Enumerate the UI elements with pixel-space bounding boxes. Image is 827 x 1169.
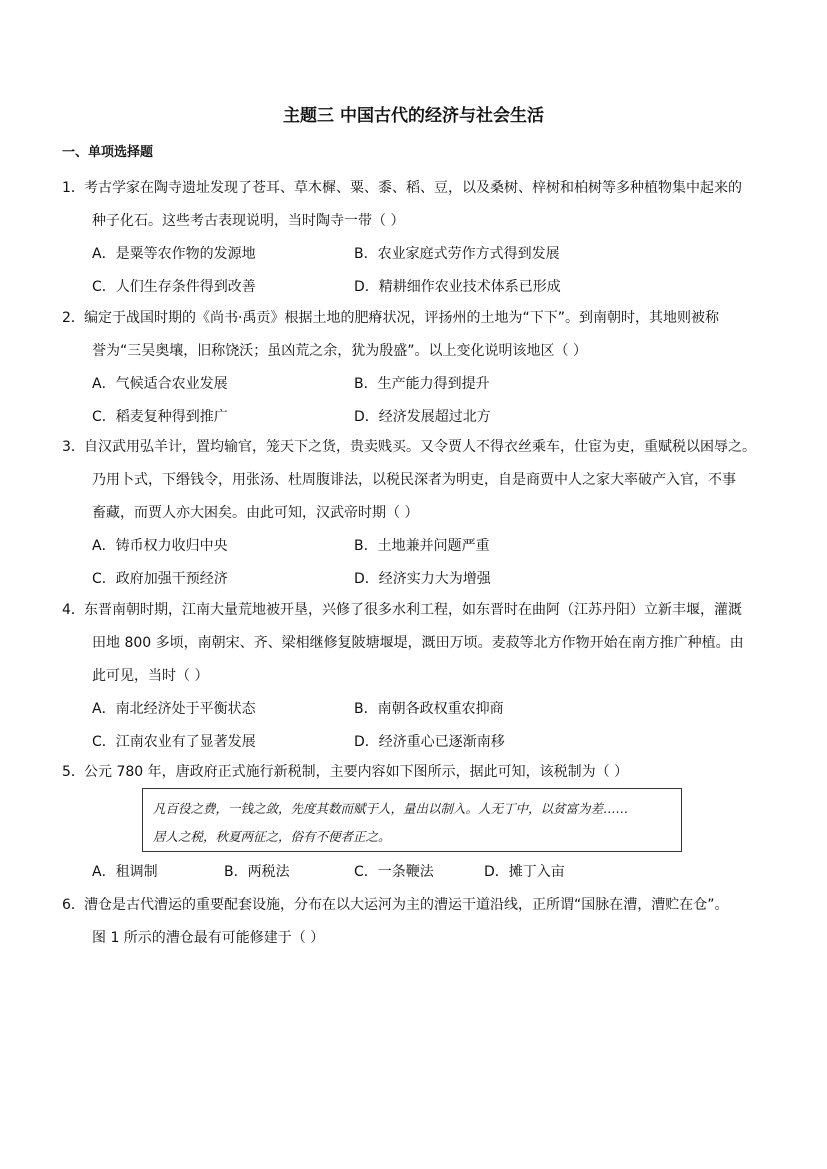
question-5-options — [62, 862, 770, 895]
option-d[interactable]: D．摊丁入亩 — [484, 864, 565, 880]
option-b[interactable]: B．两税法 — [224, 864, 290, 880]
question-text: 图 1 所示的漕仓最有可能修建于（ ） — [92, 930, 325, 946]
option-b[interactable]: B．生产能力得到提升 — [354, 376, 490, 392]
option-a[interactable]: A．南北经济处于平衡状态 — [92, 701, 256, 717]
option-a[interactable]: A．租调制 — [92, 864, 158, 880]
option-a[interactable]: A．气候适合农业发展 — [92, 376, 228, 392]
question-4 — [62, 600, 770, 765]
option-c[interactable]: C．人们生存条件得到改善 — [92, 279, 256, 295]
question-text: 畜藏，而贾人亦大困矣。由此可知，汉武帝时期（ ） — [92, 505, 419, 521]
question-text: 公元 780 年，唐政府正式施行新税制，主要内容如下图所示，据此可知，该税制为（ ） — [84, 764, 629, 780]
question-text: 种子化石。这些考古表现说明，当时陶寺一带（ ） — [92, 213, 405, 229]
question-number: 1． — [62, 180, 85, 196]
question-6 — [62, 895, 770, 961]
question-number: 5． — [62, 764, 85, 780]
quote-line: 凡百役之费，一钱之敛，先度其数而赋于人，量出以制入。人无丁中，以贫富为差…… — [153, 801, 629, 816]
question-text: 田地 800 多顷，南朝宋、齐、梁相继修复陂塘堰堤，溉田万顷。麦菽等北方作物开始在南方推广种植。由 — [92, 635, 744, 651]
source-quote-box — [142, 788, 682, 852]
option-d[interactable]: D．精耕细作农业技术体系已形成 — [354, 279, 561, 295]
option-c[interactable]: C．一条鞭法 — [354, 864, 434, 880]
question-text: 东晋南朝时期，江南大量荒地被开垦，兴修了很多水利工程，如东晋时在曲阿（江苏丹阳）立新丰堰，灌溉 — [84, 602, 742, 618]
option-b[interactable]: B．南朝各政权重农抑商 — [354, 701, 504, 717]
option-d[interactable]: D．经济发展超过北方 — [354, 409, 491, 425]
question-text: 编定于战国时期的《尚书·禹贡》根据土地的肥瘠状况，评扬州的土地为“下下”。到南朝时，其地则被称 — [84, 310, 719, 326]
option-c[interactable]: C．江南农业有了显著发展 — [92, 734, 256, 750]
question-text: 此可见，当时（ ） — [92, 668, 209, 684]
question-text: 誉为“三吴奥壤，旧称饶沃；虽凶荒之余，犹为殷盛”。以上变化说明该地区（ ） — [92, 343, 587, 359]
option-b[interactable]: B．土地兼并问题严重 — [354, 538, 490, 554]
section-heading: 一、单项选择题 — [62, 145, 154, 160]
option-b[interactable]: B．农业家庭式劳作方式得到发展 — [354, 246, 560, 262]
option-c[interactable]: C．政府加强干预经济 — [92, 571, 228, 587]
question-3 — [62, 437, 770, 602]
question-number: 3． — [62, 439, 85, 455]
question-number: 6． — [62, 897, 85, 913]
question-text: 乃用卜式，下缗钱令，用张汤、杜周腹诽法，以税民深者为明吏，自是商贾中人之家大率破产入官，不事 — [92, 472, 736, 488]
option-a[interactable]: A．铸币权力收归中央 — [92, 538, 228, 554]
option-c[interactable]: C．稻麦复种得到推广 — [92, 409, 228, 425]
question-text: 自汉武用弘羊计，置均输官，笼天下之货，贵卖贱买。又令贾人不得衣丝乘车，仕宦为吏，重赋税以困辱之。 — [84, 439, 756, 455]
question-2 — [62, 308, 770, 440]
page-title: 主题三 中国古代的经济与社会生活 — [283, 106, 544, 126]
question-text: 漕仓是古代漕运的重要配套设施，分布在以大运河为主的漕运干道沿线，正所谓“国脉在漕，漕贮在仓”。 — [84, 897, 729, 913]
question-1 — [62, 178, 770, 310]
quote-line: 居人之税，秋夏两征之，俗有不便者正之。 — [153, 829, 391, 844]
question-text: 考古学家在陶寺遗址发现了苍耳、草木樨、粟、黍、稻、豆，以及桑树、梓树和柏树等多种植物集中起来的 — [84, 180, 742, 196]
option-d[interactable]: D．经济实力大为增强 — [354, 571, 491, 587]
option-a[interactable]: A．是粟等农作物的发源地 — [92, 246, 256, 262]
question-number: 2． — [62, 310, 85, 326]
option-d[interactable]: D．经济重心已逐渐南移 — [354, 734, 505, 750]
question-number: 4． — [62, 602, 85, 618]
